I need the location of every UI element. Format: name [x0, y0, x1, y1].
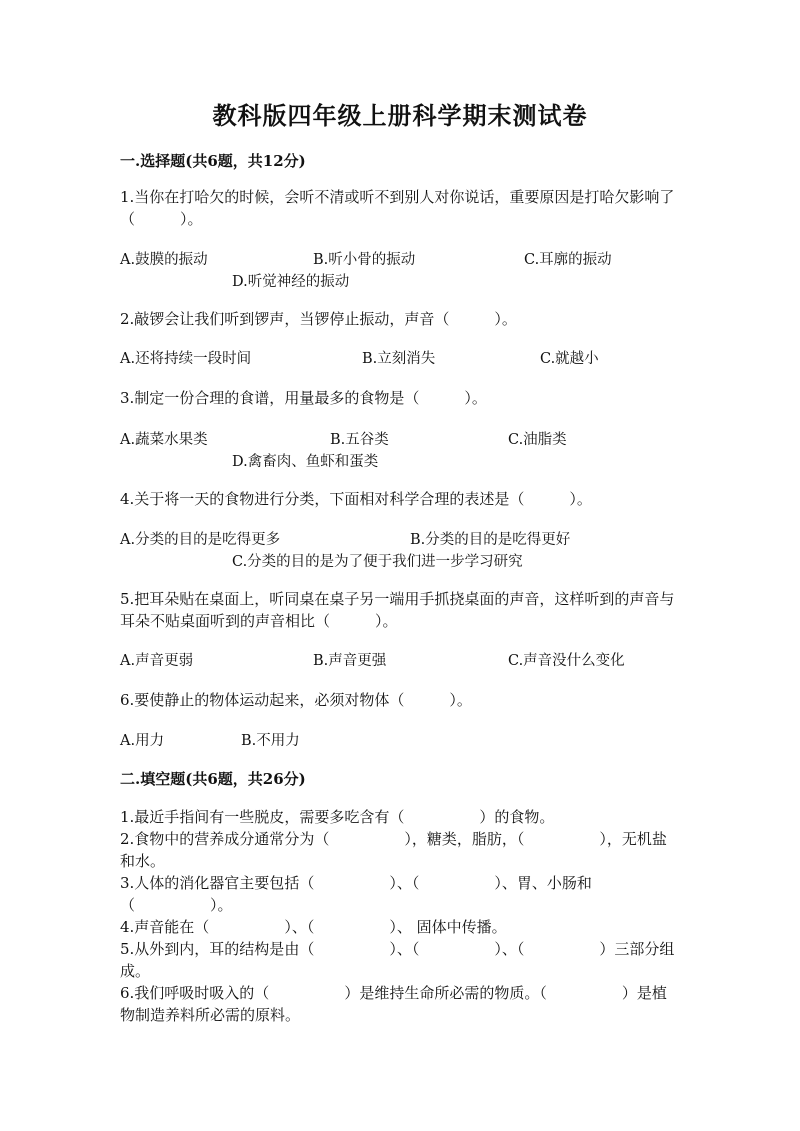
question-text: 2.敲锣会让我们听到锣声，当锣停止振动，声音（ ）。 [120, 310, 517, 328]
question-text: 4.关于将一天的食物进行分类，下面相对科学合理的表述是（ ）。 [120, 490, 592, 508]
question-text: 5.把耳朵贴在桌面上，听同桌在桌子另一端用手抓挠桌面的声音，这样听到的声音与耳朵不贴桌面听到的声音相比（ ）。 [120, 590, 675, 630]
option: A.鼓膜的振动 [120, 252, 208, 268]
option: A.还将持续一段时间 [120, 351, 252, 367]
question-text: 3.制定一份合理的食谱，用量最多的食物是（ ）。 [120, 389, 487, 407]
option: C.声音没什么变化 [508, 653, 625, 669]
option: A.分类的目的是吃得更多 [120, 532, 281, 548]
option: B.声音更强 [313, 653, 387, 669]
fill-question-text: 2.食物中的营养成分通常分为（ ），糖类，脂肪，（ ），无机盐和水。 [120, 830, 667, 870]
section-heading-choice: 一.选择题(共6题，共12分) [120, 152, 306, 170]
option: D.禽畜肉、鱼虾和蛋类 [232, 454, 379, 470]
option: B.不用力 [241, 733, 300, 749]
page-title: 教科版四年级上册科学期末测试卷 [212, 101, 588, 130]
option: C.耳廓的振动 [524, 252, 612, 268]
option: A.声音更弱 [120, 653, 194, 669]
fill-question-text: 3.人体的消化器官主要包括（ ）、（ ）、胃、小肠和（ ）。 [120, 874, 592, 914]
option: A.蔬菜水果类 [120, 432, 208, 448]
question-text: 1.当你在打哈欠的时候，会听不清或听不到别人对你说话，重要原因是打哈欠影响了（ ）。 [120, 188, 675, 228]
option: B.听小骨的振动 [313, 252, 416, 268]
option: C.油脂类 [508, 432, 567, 448]
section-heading-fill: 二.填空题(共6题，共26分) [120, 770, 306, 788]
option: C.就越小 [540, 351, 599, 367]
fill-question-text: 5.从外到内，耳的结构是由（ ）、（ ）、（ ）三部分组成。 [120, 940, 675, 980]
fill-question-text: 6.我们呼吸时吸入的（ ）是维持生命所必需的物质。（ ）是植物制造养料所必需的原料。 [120, 984, 667, 1024]
fill-question-text: 1.最近手指间有一些脱皮，需要多吃含有（ ）的食物。 [120, 808, 555, 826]
option: D.听觉神经的振动 [232, 274, 350, 290]
question-text: 6.要使静止的物体运动起来，必须对物体（ ）。 [120, 691, 472, 709]
option: B.五谷类 [330, 432, 389, 448]
option: A.用力 [120, 733, 165, 749]
option: B.分类的目的是吃得更好 [410, 532, 571, 548]
fill-question-text: 4.声音能在（ ）、（ ）、 固体中传播。 [120, 918, 507, 936]
option: C.分类的目的是为了便于我们进一步学习研究 [232, 554, 523, 570]
option: B.立刻消失 [362, 351, 436, 367]
